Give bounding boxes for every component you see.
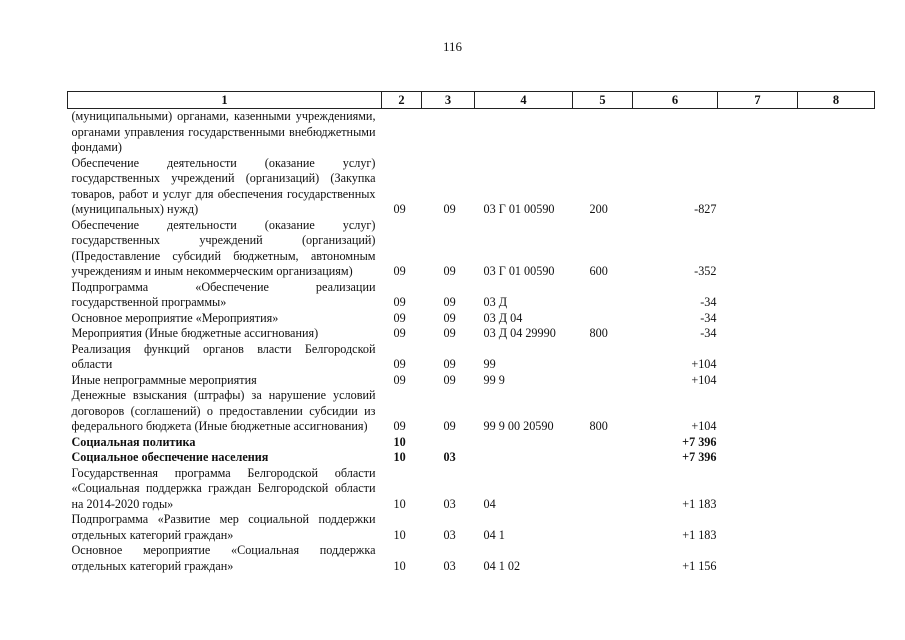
row-expense-type-cell [573, 450, 633, 466]
row-subsection-cell: 03 [443, 450, 456, 464]
row-amount-cell: +1 156 [682, 558, 717, 573]
budget-table-container [67, 91, 874, 574]
row-amount-cell: +1 183 [682, 496, 717, 511]
row-section-cell: 09 [393, 264, 406, 278]
row-name-cell: Обеспечение деятельности (оказание услуг) государственных учреждений (организаций) (Закупка товаров, работ и услуг для обеспечения государственных (муниципальных) нужд) [71, 155, 376, 216]
table-row [68, 388, 875, 435]
row-target-article-cell: 99 9 00 20590 [483, 419, 554, 433]
row-expense-type-cell [573, 466, 633, 513]
table-body [68, 109, 875, 575]
row-amount-cell: -34 [700, 295, 717, 309]
row-name-cell: Государственная программа Белгородской области «Социальная поддержка граждан Белгородской области на 2014-2020 годы» [71, 465, 376, 511]
row-col8-cell [798, 280, 875, 311]
row-col8-cell [798, 342, 875, 373]
row-target-article-cell [475, 435, 573, 451]
row-expense-type-cell [573, 280, 633, 311]
row-name-cell: Подпрограмма «Развитие мер социальной поддержки отдельных категорий граждан» [71, 512, 376, 542]
row-name-cell: Подпрограмма «Обеспечение реализации государственной программы» [71, 279, 376, 309]
row-target-article-cell [475, 450, 573, 466]
row-expense-type-cell [573, 373, 633, 389]
row-col8-cell [798, 109, 875, 156]
row-expense-type-cell: 800 [589, 326, 608, 340]
row-target-article-cell: 04 [483, 496, 496, 511]
row-col8-cell [798, 311, 875, 327]
row-subsection-cell: 09 [443, 357, 456, 371]
row-section-cell: 09 [393, 202, 406, 216]
row-subsection-cell: 03 [443, 558, 456, 573]
row-name-cell: Социальное обеспечение населения [71, 450, 269, 464]
row-col8-cell [798, 543, 875, 574]
header-col-5: 5 [573, 92, 633, 109]
table-row [68, 311, 875, 327]
row-col7-cell [718, 466, 798, 513]
row-amount-cell [633, 109, 718, 156]
row-expense-type-cell [573, 311, 633, 327]
row-section-cell [382, 109, 422, 156]
table-row [68, 435, 875, 451]
row-amount-cell: +1 183 [682, 527, 717, 542]
row-subsection-cell: 09 [443, 310, 456, 325]
row-section-cell: 10 [393, 527, 406, 542]
header-col-3: 3 [422, 92, 475, 109]
row-name-cell: (муниципальными) органами, казенными учреждениями, органами управления государственными внебюджетными фондами) [71, 109, 376, 154]
row-section-cell: 09 [393, 419, 406, 433]
header-col-6: 6 [633, 92, 718, 109]
row-amount-cell: +104 [691, 372, 717, 387]
row-target-article-cell: 99 9 [483, 372, 505, 387]
row-name-cell: Основное мероприятие «Мероприятия» [71, 310, 279, 325]
row-amount-cell: -352 [694, 264, 717, 278]
row-subsection-cell: 09 [443, 295, 456, 309]
row-target-article-cell: 03 Д 04 [483, 310, 523, 325]
table-row [68, 543, 875, 574]
row-name-cell: Реализация функций органов власти Белгородской области [71, 341, 376, 371]
row-col7-cell [718, 109, 798, 156]
budget-table [67, 91, 875, 574]
row-section-cell: 10 [393, 450, 406, 464]
row-target-article-cell: 04 1 [483, 527, 505, 542]
row-expense-type-cell: 200 [589, 202, 608, 216]
row-section-cell: 09 [393, 372, 406, 387]
row-subsection-cell: 09 [443, 202, 456, 216]
row-name-cell: Иные непрограммные мероприятия [71, 372, 257, 387]
table-row [68, 156, 875, 218]
row-name-cell: Основное мероприятие «Социальная поддержка отдельных категорий граждан» [71, 543, 376, 573]
row-name-cell: Мероприятия (Иные бюджетные ассигнования) [71, 326, 319, 340]
row-col7-cell [718, 543, 798, 574]
row-col7-cell [718, 450, 798, 466]
row-col7-cell [718, 280, 798, 311]
row-target-article-cell: 03 Г 01 00590 [483, 264, 555, 278]
row-section-cell: 09 [393, 310, 406, 325]
row-amount-cell: +104 [691, 357, 717, 371]
table-row [68, 109, 875, 156]
row-section-cell: 09 [393, 326, 406, 340]
row-col7-cell [718, 388, 798, 435]
row-subsection-cell: 03 [443, 496, 456, 511]
table-header [68, 92, 875, 109]
row-col8-cell [798, 435, 875, 451]
row-amount-cell: -827 [694, 202, 717, 216]
row-expense-type-cell: 800 [589, 419, 608, 433]
row-subsection-cell [422, 435, 475, 451]
table-row [68, 466, 875, 513]
row-amount-cell: +104 [691, 419, 717, 433]
row-col8-cell [798, 156, 875, 218]
row-target-article-cell: 99 [483, 357, 496, 371]
row-col7-cell [718, 311, 798, 327]
header-col-8: 8 [798, 92, 875, 109]
row-expense-type-cell [573, 342, 633, 373]
row-expense-type-cell [573, 435, 633, 451]
row-subsection-cell: 03 [443, 527, 456, 542]
row-name-cell: Социальная политика [71, 434, 196, 449]
header-col-4: 4 [475, 92, 573, 109]
table-row [68, 373, 875, 389]
table-row [68, 218, 875, 280]
row-subsection-cell: 09 [443, 326, 456, 340]
row-amount-cell: -34 [700, 326, 717, 340]
row-section-cell: 09 [393, 357, 406, 371]
header-col-7: 7 [718, 92, 798, 109]
row-target-article-cell: 04 1 02 [483, 558, 521, 573]
row-col7-cell [718, 342, 798, 373]
row-col8-cell [798, 388, 875, 435]
row-subsection-cell [422, 109, 475, 156]
row-section-cell: 09 [393, 295, 406, 309]
row-col7-cell [718, 326, 798, 342]
row-col7-cell [718, 156, 798, 218]
row-amount-cell: +7 396 [682, 450, 717, 464]
row-target-article-cell: 03 Д [483, 295, 508, 309]
table-row [68, 450, 875, 466]
row-name-cell: Денежные взыскания (штрафы) за нарушение условий договоров (соглашений) о предоставлении субсидии из федерального бюджета (Иные бюджетные ассигнования) [71, 388, 376, 433]
row-amount-cell: -34 [700, 310, 717, 325]
row-col7-cell [718, 435, 798, 451]
row-subsection-cell: 09 [443, 372, 456, 387]
row-col8-cell [798, 218, 875, 280]
row-subsection-cell: 09 [443, 264, 456, 278]
header-row [68, 92, 875, 109]
row-expense-type-cell [573, 109, 633, 156]
table-row [68, 280, 875, 311]
row-col7-cell [718, 512, 798, 543]
row-target-article-cell: 03 Д 04 29990 [483, 326, 556, 340]
row-expense-type-cell: 600 [589, 264, 608, 278]
header-col-2: 2 [382, 92, 422, 109]
table-row [68, 342, 875, 373]
row-col8-cell [798, 466, 875, 513]
row-col8-cell [798, 450, 875, 466]
row-col7-cell [718, 218, 798, 280]
row-col7-cell [718, 373, 798, 389]
table-row [68, 326, 875, 342]
row-subsection-cell: 09 [443, 419, 456, 433]
table-row [68, 512, 875, 543]
row-col8-cell [798, 326, 875, 342]
row-target-article-cell [475, 109, 573, 156]
page-number: 116 [442, 39, 463, 54]
row-section-cell: 10 [393, 434, 406, 449]
row-col8-cell [798, 373, 875, 389]
row-amount-cell: +7 396 [682, 434, 717, 449]
row-section-cell: 10 [393, 496, 406, 511]
row-expense-type-cell [573, 543, 633, 574]
row-expense-type-cell [573, 512, 633, 543]
row-name-cell: Обеспечение деятельности (оказание услуг) государственных учреждений (организаций) (Предоставление субсидий бюджетным, автономным учреждениям и иным некоммерческим организациям) [71, 217, 376, 278]
row-col8-cell [798, 512, 875, 543]
row-target-article-cell: 03 Г 01 00590 [483, 202, 555, 216]
row-section-cell: 10 [393, 558, 406, 573]
header-col-1: 1 [68, 92, 382, 109]
